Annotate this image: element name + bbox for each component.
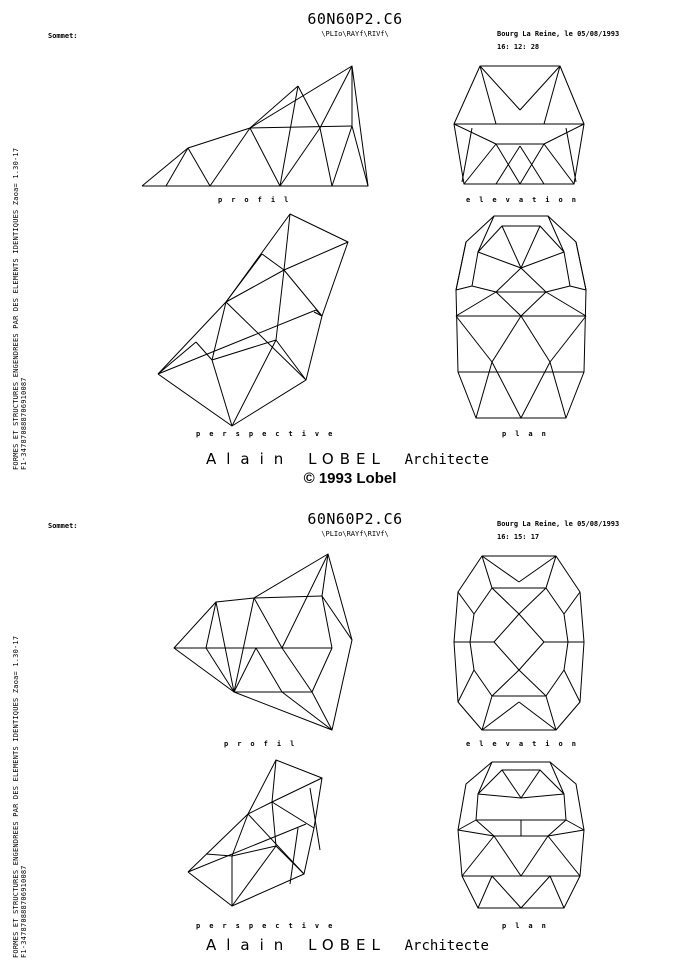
perspective-wireframe [158,214,348,426]
file-path: \PLIo\RAYf\RIVf\ [321,530,389,538]
side-annotation-code: F1-347870888706910087 [20,377,28,470]
elevation-view [452,552,586,732]
author-footer [206,936,489,954]
plan-wireframe [458,762,584,908]
drawing-sheet-2 [0,500,700,962]
elevation-wireframe [454,556,584,730]
time-stamp: 16: 15: 17 [497,533,540,541]
caption-plan: plan [502,922,555,930]
profil-wireframe [142,66,368,186]
profil-wireframe [174,554,352,730]
caption-perspective: perspective [196,922,342,930]
file-name: 60N60P2.C6 [307,10,403,28]
elevation-view [452,64,586,188]
side-annotation [0,0,28,470]
file-header [300,510,410,538]
caption-profil: profil [218,196,298,204]
author-role: Architecte [404,938,489,954]
file-name: 60N60P2.C6 [307,510,403,528]
caption-plan: plan [502,430,555,438]
perspective-wireframe [188,760,322,906]
file-path: \PLIo\RAYf\RIVf\ [321,30,389,38]
side-annotation-title: FORMES ET STRUCTURES ENGENDREES PAR DES ELEMENTS IDENTIQUES Zaoa= 1.30-17 [12,635,20,958]
sommet-label: Sommet: [48,522,78,530]
plan-view [454,758,588,910]
profil-view [172,552,356,734]
time-stamp: 16: 12: 28 [497,43,540,51]
place-date-block [497,28,619,54]
caption-elevation: elevation [466,196,585,204]
place-date: Bourg La Reine, le 05/08/1993 [497,30,620,38]
caption-profil: profil [224,740,304,748]
author-last-name: LOBEL [308,450,386,468]
plan-view [454,212,588,426]
copyright-notice: © 1993 Lobel [303,470,397,487]
author-footer [206,450,489,468]
caption-elevation: elevation [466,740,585,748]
perspective-view [186,758,330,908]
caption-perspective: perspective [196,430,342,438]
author-first-name: Alain [206,450,294,468]
plan-wireframe [456,216,586,418]
side-annotation [0,500,28,960]
side-annotation-code: F1-347870888706910087 [20,865,28,958]
perspective-view [156,212,350,426]
sommet-label: Sommet: [48,32,78,40]
author-last-name: LOBEL [308,936,386,954]
side-annotation-title: FORMES ET STRUCTURES ENGENDREES PAR DES ELEMENTS IDENTIQUES Zaoa= 1.30-17 [12,147,20,470]
elevation-wireframe [454,66,584,184]
author-first-name: Alain [206,936,294,954]
author-role: Architecte [404,452,489,468]
file-header [300,10,410,38]
place-date: Bourg La Reine, le 05/08/1993 [497,520,620,528]
profil-view [140,62,370,190]
place-date-block [497,518,619,544]
